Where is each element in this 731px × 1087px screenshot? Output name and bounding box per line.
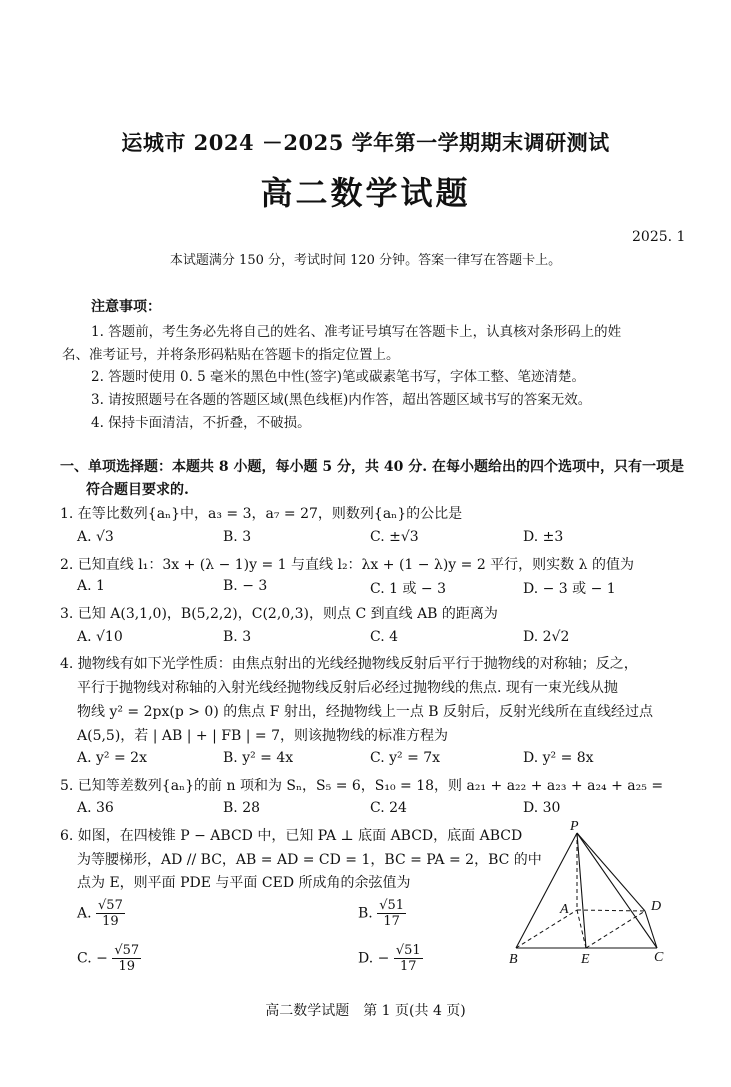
option-label: C. bbox=[77, 950, 92, 967]
question-6-stem: 点为 E，则平面 PDE 与平面 CED 所成角的余弦值为 bbox=[77, 875, 411, 891]
fraction-denominator: 19 bbox=[102, 914, 119, 929]
fraction bbox=[112, 943, 141, 974]
vertex-label-d: D bbox=[651, 899, 662, 914]
q3-option-b: B. 3 bbox=[223, 629, 252, 645]
q1-option-a: A. √3 bbox=[77, 529, 114, 545]
q6-option-b bbox=[358, 898, 406, 929]
q4-option-c: C. y² = 7x bbox=[370, 750, 441, 766]
exam-intro: 本试题满分 150 分，考试时间 120 分钟。答案一律写在答题卡上。 bbox=[169, 253, 562, 268]
question-4-stem: A(5,5)，若 | AB | + | FB | = 7，则该抛物线的标准方程为 bbox=[77, 728, 448, 744]
exam-date: 2025. 1 bbox=[632, 229, 686, 245]
fraction bbox=[96, 898, 125, 929]
q6-option-a bbox=[77, 898, 125, 929]
notice-item: 2. 答题时使用 0. 5 毫米的黑色中性(签字)笔或碳素笔书写，字体工整、笔迹清楚。 bbox=[91, 369, 586, 385]
vertex-label-c: C bbox=[654, 950, 664, 965]
question-1-stem: 1. 在等比数列{aₙ}中，a₃ = 3，a₇ = 27，则数列{aₙ}的公比是 bbox=[60, 506, 463, 522]
edge-pd bbox=[577, 833, 645, 911]
q1-option-d: D. ±3 bbox=[523, 529, 564, 545]
q3-option-c: C. 4 bbox=[370, 629, 399, 645]
vertex-label-a: A bbox=[560, 902, 569, 917]
q3-option-a: A. √10 bbox=[77, 629, 123, 645]
section-heading-cont: 符合题目要求的. bbox=[86, 482, 189, 498]
q4-option-a: A. y² = 2x bbox=[77, 750, 147, 766]
q2-option-c: C. 1 或 − 3 bbox=[370, 581, 447, 597]
question-2-stem: 2. 已知直线 l₁：3x + (λ − 1)y = 1 与直线 l₂：λx + (1 − λ)y = 2 平行，则实数 λ 的值为 bbox=[60, 557, 634, 573]
q3-option-d: D. 2√2 bbox=[523, 629, 570, 645]
edge-pc bbox=[577, 833, 657, 948]
q6-option-d bbox=[358, 943, 423, 974]
q2-option-d: D. − 3 或 − 1 bbox=[523, 581, 616, 597]
question-3-stem: 3. 已知 A(3,1,0)，B(5,2,2)，C(2,0,3)，则点 C 到直线 AB 的距离为 bbox=[60, 606, 498, 622]
question-4-stem: 4. 抛物线有如下光学性质：由焦点射出的光线经抛物线反射后平行于抛物线的对称轴；反之， bbox=[60, 656, 638, 672]
notice-item: 1. 答题前，考生务必先将自己的姓名、准考证号填写在答题卡上，认真核对条形码上的姓 bbox=[91, 324, 622, 340]
option-label: B. bbox=[358, 905, 373, 922]
vertex-label-b: B bbox=[509, 952, 518, 967]
edge-ed bbox=[586, 911, 645, 948]
question-4-stem: 物线 y² = 2px(p > 0) 的焦点 F 射出，经抛物线上一点 B 反射后，反射光线所在直线经过点 bbox=[77, 704, 654, 720]
option-label: D. bbox=[358, 950, 374, 967]
vertex-label-e: E bbox=[581, 952, 590, 967]
edge-dc bbox=[645, 911, 657, 948]
fraction-denominator: 17 bbox=[399, 959, 417, 974]
fraction-numerator: √57 bbox=[98, 898, 123, 913]
q5-option-d: D. 30 bbox=[523, 800, 561, 816]
q5-option-b: B. 28 bbox=[223, 800, 261, 816]
option-sign: − bbox=[96, 950, 108, 967]
question-6-stem: 为等腰梯形，AD // BC，AB = AD = CD = 1，BC = PA = 2，BC 的中 bbox=[77, 852, 542, 868]
q6-option-c bbox=[77, 943, 141, 974]
fraction-denominator: 19 bbox=[118, 959, 135, 974]
q1-option-c: C. ±√3 bbox=[370, 529, 419, 545]
section-heading: 一、单项选择题：本题共 8 小题，每小题 5 分，共 40 分. 在每小题给出的四个选项中，只有一项是 bbox=[60, 459, 684, 475]
notice-heading: 注意事项： bbox=[91, 299, 161, 315]
notice-item: 3. 请按照题号在各题的答题区域(黑色线框)内作答，超出答题区域书写的答案无效。 bbox=[91, 392, 592, 408]
q2-option-b: B. − 3 bbox=[223, 578, 268, 594]
fraction-numerator: √51 bbox=[395, 943, 421, 958]
fraction bbox=[394, 943, 423, 974]
q5-option-c: C. 24 bbox=[370, 800, 407, 816]
subject-title: 高二数学试题 bbox=[260, 174, 471, 212]
question-6-stem: 6. 如图，在四棱锥 P − ABCD 中，已知 PA ⊥ 底面 ABCD，底面 ABCD bbox=[60, 828, 523, 844]
option-label: A. bbox=[77, 905, 92, 922]
vertex-label-p: P bbox=[570, 819, 579, 834]
option-sign: − bbox=[377, 950, 390, 967]
question-4-stem: 平行于抛物线对称轴的入射光线经抛物线反射后必经过抛物线的焦点. 现有一束光线从抛 bbox=[77, 680, 618, 696]
fraction-numerator: √57 bbox=[114, 943, 140, 958]
q4-option-b: B. y² = 4x bbox=[223, 750, 294, 766]
q4-option-d: D. y² = 8x bbox=[523, 750, 594, 766]
q2-option-a: A. 1 bbox=[77, 578, 105, 594]
question-5-stem: 5. 已知等差数列{aₙ}的前 n 项和为 Sₙ，S₅ = 6，S₁₀ = 18，则 a₂₁ + a₂₂ + a₂₃ + a₂₄ + a₂₅ = bbox=[60, 778, 664, 794]
fraction-denominator: 17 bbox=[383, 914, 400, 929]
edge-ad bbox=[577, 910, 645, 911]
fraction bbox=[377, 898, 406, 929]
notice-item: 4. 保持卡面清洁，不折叠，不破损。 bbox=[91, 415, 311, 431]
q1-option-b: B. 3 bbox=[223, 529, 252, 545]
notice-item: 名、准考证号，并将条形码粘贴在答题卡的指定位置上。 bbox=[62, 347, 400, 363]
exam-title: 运城市 2024 －2025 学年第一学期期末调研测试 bbox=[121, 130, 610, 155]
q5-option-a: A. 36 bbox=[77, 800, 114, 816]
edge-pb bbox=[516, 833, 577, 948]
pyramid-figure bbox=[500, 815, 690, 970]
page-footer: 高二数学试题 第 1 页(共 4 页) bbox=[265, 1003, 466, 1019]
fraction-numerator: √51 bbox=[379, 898, 405, 913]
